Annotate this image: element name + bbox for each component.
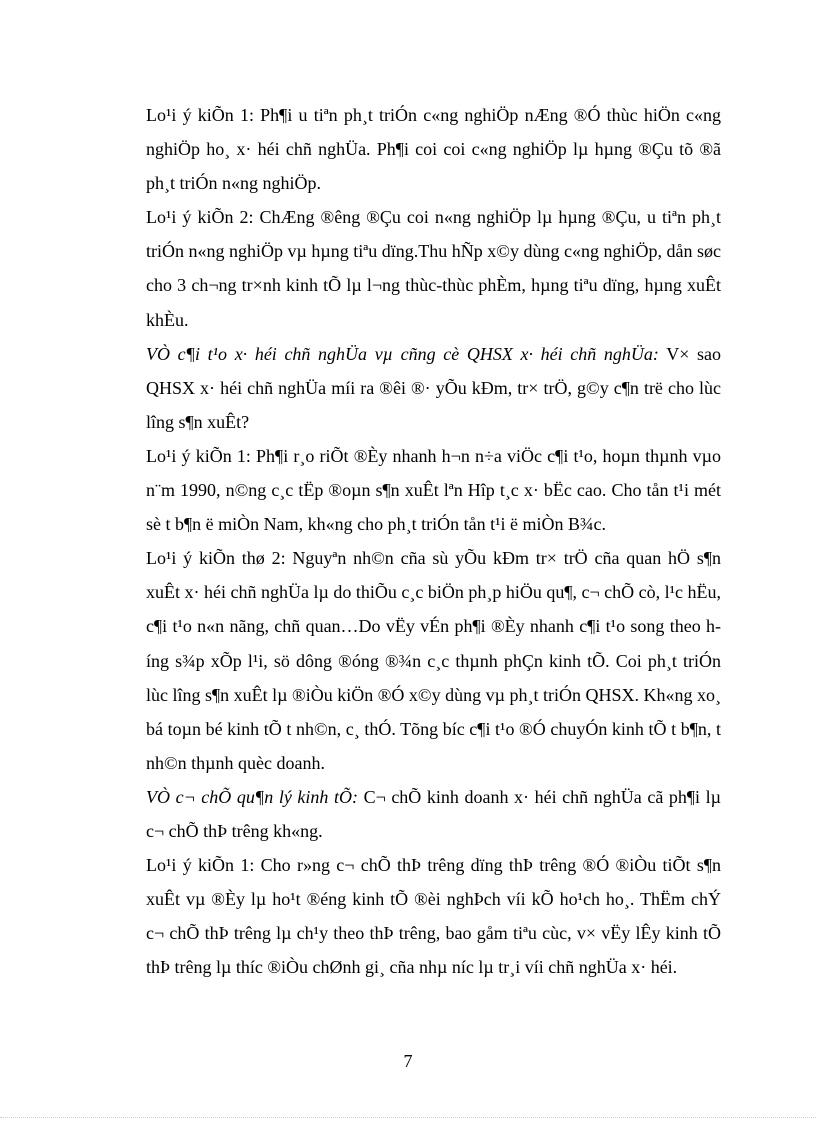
paragraph-lead-italic: VÒ c¶i t¹o x· héi chñ nghÜa vµ cñng cè QHSX x· héi chñ nghÜa: [146,343,659,364]
paragraph-lead-italic: VÒ c¬ chÕ qu¶n lý kinh tÕ: [146,786,358,807]
paragraph-text: Lo¹i ý kiÕn thø 2: Nguyªn nh©n cña sù yÕu kÐm tr× trÖ cña quan hÖ s¶n xuÊt x· héi chñ nghÜa lµ do thiÕu c¸c biÖn ph¸p hiÖu qu¶, c¬ chÕ cò, l¹c hËu, c¶i t¹o n«n nãng, chñ quan…Do vËy vÉn ph¶i ®Èy nhanh c¶i t¹o song theo híng s¾p xÕp l¹i, sö dông ®óng ®¾n c¸c thµnh phÇn kinh tÕ. Coi ph¸t triÓn lùc lîng s¶n xuÊt lµ ®iÒu kiÖn ®Ó x©y dùng vµ ph¸t triÓn QHSX. Kh«ng xo¸ bá toµn bé kinh tÕ t nh©n, c¸ thÓ. Tõng bíc c¶i t¹o ®Ó chuyÓn kinh tÕ t b¶n, t nh©n thµnh quèc doanh. [146,548,721,773]
paragraph-text: Lo¹i ý kiÕn 1: Ph¶i u tiªn ph¸t triÓn c«ng nghiÖp nÆng ®Ó thùc hiÖn c«ng nghiÖp ho¸ x· héi chñ nghÜa. Ph¶i coi coi c«ng nghiÖp lµ hµng ®Çu tõ ®ã ph¸t triÓn n«ng nghiÖp. [146,105,721,194]
paragraph-5 [146,541,721,780]
paragraph-3 [146,337,721,439]
paragraph-text: C¬ chÕ kinh doanh x· héi chñ nghÜa cã ph¶i lµ c¬ chÕ thÞ trêng kh«ng. [146,786,721,841]
paragraph-4 [146,439,721,541]
paragraph-text: Lo¹i ý kiÕn 2: ChÆng ®êng ®Çu coi n«ng nghiÖp lµ hµng ®Çu, u tiªn ph¸t triÓn n«ng nghiÖp vµ hµng tiªu dïng.Thu hÑp x©y dùng c«ng nghiÖp, dån søc cho 3 ch¬ng tr×nh kinh tÕ lµ l¬ng thùc-thùc phÈm, hµng tiªu dïng, hµng xuÊt khÈu. [146,207,721,330]
page-number: 7 [403,1051,413,1071]
body-text [146,98,721,984]
paragraph-1 [146,98,721,200]
paragraph-7 [146,848,721,984]
paragraph-text: V× sao QHSX x· héi chñ nghÜa míi ra ®êi ®· yÕu kÐm, tr× trÖ, g©y c¶n trë cho lùc lîng s¶n xuÊt? [146,343,721,432]
page-bottom-divider [0,1117,816,1118]
paragraph-6 [146,780,721,848]
paragraph-text: Lo¹i ý kiÕn 1: Cho r»ng c¬ chÕ thÞ trêng dïng thÞ trêng ®Ó ®iÒu tiÕt s¶n xuÊt vµ ®Èy lµ ho¹t ®éng kinh tÕ ®èi nghÞch víi kÕ ho¹ch ho¸. ThËm chÝ c¬ chÕ thÞ trêng lµ ch¹y theo thÞ trêng, bao gåm tiªu cùc, v× vËy lÊy kinh tÕ thÞ trêng lµ thíc ®iÒu chØnh gi¸ cña nhµ níc lµ tr¸i víi chñ nghÜa x· héi. [146,855,721,978]
paragraph-text: Lo¹i ý kiÕn 1: Ph¶i r¸o riÕt ®Èy nhanh h¬n n÷a viÖc c¶i t¹o, hoµn thµnh vµo n¨m 1990, n©ng c¸c tËp ®oµn s¶n xuÊt lªn Hîp t¸c x· bËc cao. Cho tån t¹i mét sè t b¶n ë miÒn Nam, kh«ng cho ph¸t triÓn tån t¹i ë miÒn B¾c. [146,445,721,535]
paragraph-2 [146,200,721,336]
